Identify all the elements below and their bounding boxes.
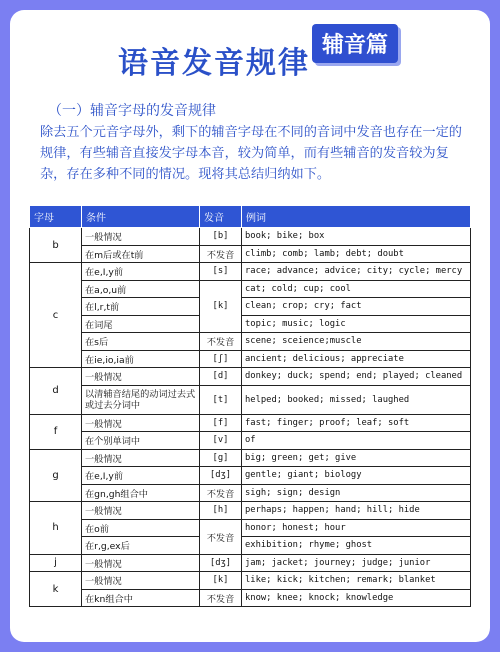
header-pronunciation: 发音	[200, 206, 242, 228]
consonant-rules-table	[29, 205, 471, 607]
table-row	[30, 484, 471, 502]
table-row	[30, 519, 471, 537]
letter-cell: j	[30, 554, 82, 572]
condition-cell: 在个别单词中	[82, 432, 200, 450]
table-row	[30, 315, 471, 333]
examples-cell: helped; booked; missed; laughed	[242, 385, 471, 414]
table-row	[30, 589, 471, 607]
sound-cell: [dʒ]	[200, 554, 242, 572]
condition-cell: 在词尾	[82, 315, 200, 333]
table-row	[30, 368, 471, 386]
condition-cell: 在l,r,t前	[82, 298, 200, 316]
sound-cell: 不发音	[200, 245, 242, 263]
table-row	[30, 228, 471, 246]
table-row	[30, 502, 471, 520]
table-header-row	[30, 206, 471, 228]
condition-cell: 一般情况	[82, 228, 200, 246]
condition-cell: 以清辅音结尾的动词过去式或过去分词中	[82, 385, 200, 414]
examples-cell: perhaps; happen; hand; hill; hide	[242, 502, 471, 520]
condition-cell: 一般情况	[82, 572, 200, 590]
condition-cell: 在e,I,y前	[82, 263, 200, 281]
sound-cell: [g]	[200, 449, 242, 467]
sound-cell: [t]	[200, 385, 242, 414]
examples-cell: ancient; delicious; appreciate	[242, 350, 471, 368]
condition-cell: 在o前	[82, 519, 200, 537]
condition-cell: 在m后或在t前	[82, 245, 200, 263]
examples-cell: big; green; get; give	[242, 449, 471, 467]
condition-cell: 一般情况	[82, 502, 200, 520]
letter-cell: d	[30, 368, 82, 415]
letter-cell: k	[30, 572, 82, 607]
letter-cell: g	[30, 449, 82, 502]
table-row	[30, 280, 471, 298]
examples-cell: clean; crop; cry; fact	[242, 298, 471, 316]
table-row	[30, 263, 471, 281]
table-row	[30, 414, 471, 432]
condition-cell: 一般情况	[82, 554, 200, 572]
sound-cell: [d]	[200, 368, 242, 386]
examples-cell: scene; sceience;muscle	[242, 333, 471, 351]
table-row	[30, 432, 471, 450]
examples-cell: jam; jacket; journey; judge; junior	[242, 554, 471, 572]
letter-cell: b	[30, 228, 82, 263]
letter-cell: h	[30, 502, 82, 555]
examples-cell: fast; finger; proof; leaf; soft	[242, 414, 471, 432]
sound-cell: 不发音	[200, 589, 242, 607]
table-row	[30, 449, 471, 467]
condition-cell: 在gn,gh组合中	[82, 484, 200, 502]
examples-cell: race; advance; advice; city; cycle; mercy	[242, 263, 471, 281]
examples-cell: cat; cold; cup; cool	[242, 280, 471, 298]
sound-cell: [s]	[200, 263, 242, 281]
sound-cell: 不发音	[200, 333, 242, 351]
examples-cell: of	[242, 432, 471, 450]
condition-cell: 在e,I,y前	[82, 467, 200, 485]
letter-cell: f	[30, 414, 82, 449]
table-row	[30, 333, 471, 351]
condition-cell: 一般情况	[82, 368, 200, 386]
content-card	[10, 10, 490, 642]
examples-cell: gentle; giant; biology	[242, 467, 471, 485]
examples-cell: know; knee; knock; knowledge	[242, 589, 471, 607]
sound-cell: [b]	[200, 228, 242, 246]
examples-cell: climb; comb; lamb; debt; doubt	[242, 245, 471, 263]
sound-cell: [k]	[200, 280, 242, 333]
condition-cell: 在r,g,ex后	[82, 537, 200, 555]
examples-cell: book; bike; box	[242, 228, 471, 246]
examples-cell: like; kick; kitchen; remark; blanket	[242, 572, 471, 590]
sound-cell: 不发音	[200, 519, 242, 554]
page-title: 语音发音规律	[118, 46, 310, 81]
table-row	[30, 537, 471, 555]
examples-cell: donkey; duck; spend; end; played; cleaned	[242, 368, 471, 386]
section-heading: （一）辅音字母的发音规律	[48, 103, 216, 119]
examples-cell: honor; honest; hour	[242, 519, 471, 537]
sound-cell: [k]	[200, 572, 242, 590]
header-letter: 字母	[30, 206, 82, 228]
table-row	[30, 385, 471, 414]
condition-cell: 在s后	[82, 333, 200, 351]
category-tag: 辅音篇	[312, 24, 398, 63]
sound-cell: 不发音	[200, 484, 242, 502]
examples-cell: topic; music; logic	[242, 315, 471, 333]
condition-cell: 一般情况	[82, 414, 200, 432]
sound-cell: [f]	[200, 414, 242, 432]
header-examples: 例词	[242, 206, 471, 228]
examples-cell: sigh; sign; design	[242, 484, 471, 502]
table-row	[30, 554, 471, 572]
sound-cell: [v]	[200, 432, 242, 450]
sound-cell: [dʒ]	[200, 467, 242, 485]
condition-cell: 在kn组合中	[82, 589, 200, 607]
condition-cell: 在a,o,u前	[82, 280, 200, 298]
intro-paragraph: 除去五个元音字母外，剩下的辅音字母在不同的音词中发音也存在一定的规律，有些辅音直接发字母本音，较为简单，而有些辅音的发音较为复杂，存在多种不同的情况。现将其总结归纳如下。	[40, 125, 462, 182]
condition-cell: 在ie,io,ia前	[82, 350, 200, 368]
sound-cell: [h]	[200, 502, 242, 520]
examples-cell: exhibition; rhyme; ghost	[242, 537, 471, 555]
header-condition: 条件	[82, 206, 200, 228]
table-row	[30, 572, 471, 590]
table-row	[30, 298, 471, 316]
letter-cell: c	[30, 263, 82, 368]
condition-cell: 一般情况	[82, 449, 200, 467]
table-row	[30, 467, 471, 485]
table-row	[30, 350, 471, 368]
sound-cell: [ʃ]	[200, 350, 242, 368]
table-row	[30, 245, 471, 263]
